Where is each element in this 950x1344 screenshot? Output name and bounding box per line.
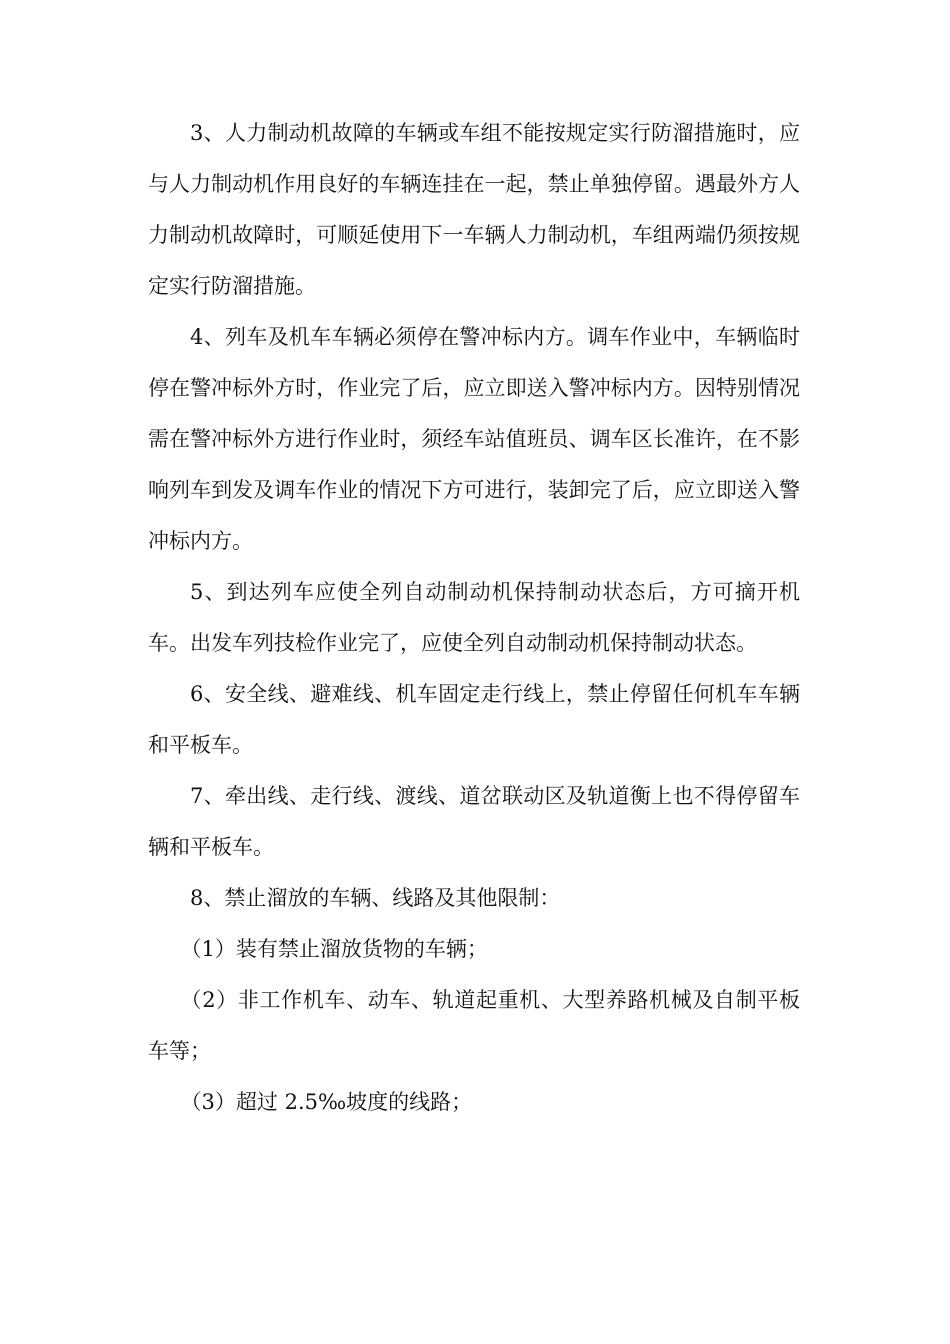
document-body	[148, 108, 800, 1128]
list-item-2: （2）非工作机车、动车、轨道起重机、大型养路机械及自制平板车等；	[148, 988, 800, 1063]
paragraph-8: 8、禁止溜放的车辆、线路及其他限制：	[190, 886, 561, 910]
paragraph-5: 5、到达列车应使全列自动制动机保持制动状态后，方可摘开机车。出发车列技检作业完了，应使全列自动制动机保持制动状态。	[148, 580, 800, 655]
list-item-3: （3）超过 2.5‰坡度的线路；	[180, 1090, 473, 1114]
paragraph-3: 3、人力制动机故障的车辆或车组不能按规定实行防溜措施时，应与人力制动机作用良好的车辆连挂在一起，禁止单独停留。遇最外方人力制动机故障时，可顺延使用下一车辆人力制动机，车组两端仍须按规定实行防溜措施。	[148, 121, 800, 298]
paragraph-6: 6、安全线、避难线、机车固定走行线上，禁止停留任何机车车辆和平板车。	[148, 682, 800, 757]
paragraph-4: 4、列车及机车车辆必须停在警冲标内方。调车作业中，车辆临时停在警冲标外方时，作业完了后，应立即送入警冲标内方。因特别情况需在警冲标外方进行作业时，须经车站值班员、调车区长准许，在不影响列车到发及调车作业的情况下方可进行，装卸完了后，应立即送入警冲标内方。	[148, 325, 800, 553]
list-item-1: （1）装有禁止溜放货物的车辆；	[180, 937, 488, 961]
paragraph-7: 7、牵出线、走行线、渡线、道岔联动区及轨道衡上也不得停留车辆和平板车。	[148, 784, 800, 859]
